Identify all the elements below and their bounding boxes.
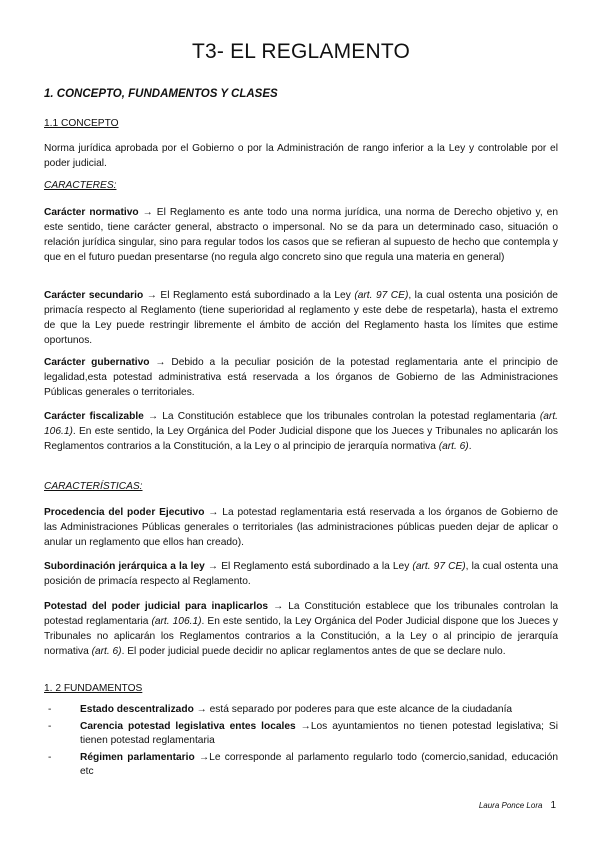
paragraph-text: → La Constitución establece que los tribunales controlan la potestad reglamentaria (143, 411, 540, 422)
paragraph-text: , la cual ostenta una posición de primacía respecto al Reglamento (tiene superioridad al reglamento y este debe de respetarla), hasta el extremo de que la Ley puede restringir libremente el ámbito de acción del Reglamento hasta los límites que estime oportunos. (44, 290, 558, 346)
article-reference: (art. 106.1) (44, 411, 558, 437)
page-number: 1 (550, 800, 556, 811)
caracteristica-paragraph (44, 599, 558, 659)
caracteres-heading: CARACTERES: (44, 180, 117, 191)
paragraph-term: Carácter gubernativo (44, 357, 150, 368)
article-reference: (art. 97 CE) (412, 561, 466, 572)
list-dash: - (48, 704, 52, 715)
list-item (44, 751, 558, 780)
paragraph-text: → El Reglamento es ante todo una norma jurídica, una norma de Derecho objetivo y, en este sentido, tiene carácter general, abstracto o impersonal. No se da para un determinado caso, situación o relación jurídica singular, sino para regular todos los casos que se refieran al supuesto de hecho que contempla y que en el futuro puedan presentarse (no regula algo concreto sino que regula una materia en general) (44, 207, 559, 263)
paragraph-text: → Debido a la peculiar posición de la potestad reglamentaria ante el principio de legalidad,esta potestad administrativa está reservada a los órganos de Gobierno de las Administraciones Públicas generales o territoriales. (44, 357, 558, 398)
paragraph-term: Carácter secundario (44, 290, 144, 301)
caracter-paragraph (44, 409, 558, 454)
list-dash: - (48, 751, 52, 763)
article-reference: (art. 97 CE) (354, 290, 409, 301)
paragraph-text: → La Constitución establece que los tribunales controlan la potestad reglamentaria (44, 601, 558, 627)
article-reference: (art. 106.1) (151, 616, 202, 627)
paragraph-text: → El Reglamento está subordinado a la Ley (143, 290, 355, 301)
page-footer (479, 800, 556, 811)
article-reference: (art. 6) (91, 646, 122, 657)
paragraph-term: Potestad del poder judicial para inaplicarlos (44, 601, 269, 612)
concepto-paragraph: Norma jurídica aprobada por el Gobierno o por la Administración de rango inferior a la Ley y controlable por el poder judicial. (44, 143, 558, 169)
article-reference: (art. 6) (438, 441, 469, 452)
paragraph-text: . En este sentido, la Ley Orgánica del Poder Judicial dispone que los Jueces y Tribunales no aplicarán los Reglamentos contrarios a la Constitución, a la Ley o al principio de jerarquía normativa (44, 616, 558, 657)
list-dash: - (48, 720, 52, 732)
paragraph-text: . El poder judicial puede decidir no aplicar reglamentos antes de que se declare nulo. (121, 646, 506, 657)
list-item (44, 720, 558, 749)
paragraph-term: Procedencia del poder Ejecutivo (44, 507, 205, 518)
paragraph-text: , la cual ostenta una posición de primacía respecto al Reglamento. (44, 561, 558, 587)
caracter-paragraph (44, 205, 558, 265)
caracteristica-paragraph (44, 505, 558, 550)
page-title: T3- EL REGLAMENTO (191, 40, 411, 63)
list-item-term: Régimen parlamentario (80, 751, 195, 763)
list-item-text: → está separado por poderes para que este alcance de la ciudadanía (193, 704, 513, 715)
caracter-paragraph (44, 288, 558, 348)
caracteristica-paragraph (44, 559, 558, 589)
list-item-text: →Le corresponde al parlamento regularlo todo (comercio,sanidad, educación etc (80, 751, 558, 778)
paragraph-term: Carácter normativo (44, 207, 139, 218)
caracter-paragraph (44, 355, 558, 400)
list-item (44, 703, 558, 718)
section-heading-1: 1. CONCEPTO, FUNDAMENTOS Y CLASES (44, 88, 278, 100)
list-item-term: Carencia potestad legislativa entes locales (80, 720, 296, 732)
paragraph-text: → La potestad reglamentaria está reservada a los órganos de Gobierno de las Administraciones Públicas generales o territoriales (las administraciones públicas pueden dejar de aplicar o anular un reglamento que ellos han creado). (44, 507, 558, 548)
list-item-term: Estado descentralizado (80, 704, 194, 715)
list-item-text: →Los ayuntamientos no tienen potestad legislativa; Si tienen potestad reglamentaria (80, 720, 558, 747)
paragraph-term: Subordinación jerárquica a la ley (44, 561, 205, 572)
subheading-fundamentos: 1. 2 FUNDAMENTOS (44, 683, 143, 694)
subheading-concepto: 1.1 CONCEPTO (44, 118, 119, 129)
caracteristicas-heading: CARACTERÍSTICAS: (44, 481, 143, 492)
footer-author: Laura Ponce Lora (478, 801, 543, 810)
fundamentos-list (44, 703, 558, 782)
paragraph-text: . (468, 441, 472, 452)
paragraph-text: . En este sentido, la Ley Orgánica del Poder Judicial dispone que los Jueces y Tribunales no aplicarán los Reglamentos contrarios a la Constitución, a la Ley o al principio de jerarquía normativa (44, 426, 558, 452)
paragraph-term: Carácter fiscalizable (44, 411, 144, 422)
paragraph-text: → El Reglamento está subordinado a la Ley (204, 561, 413, 572)
